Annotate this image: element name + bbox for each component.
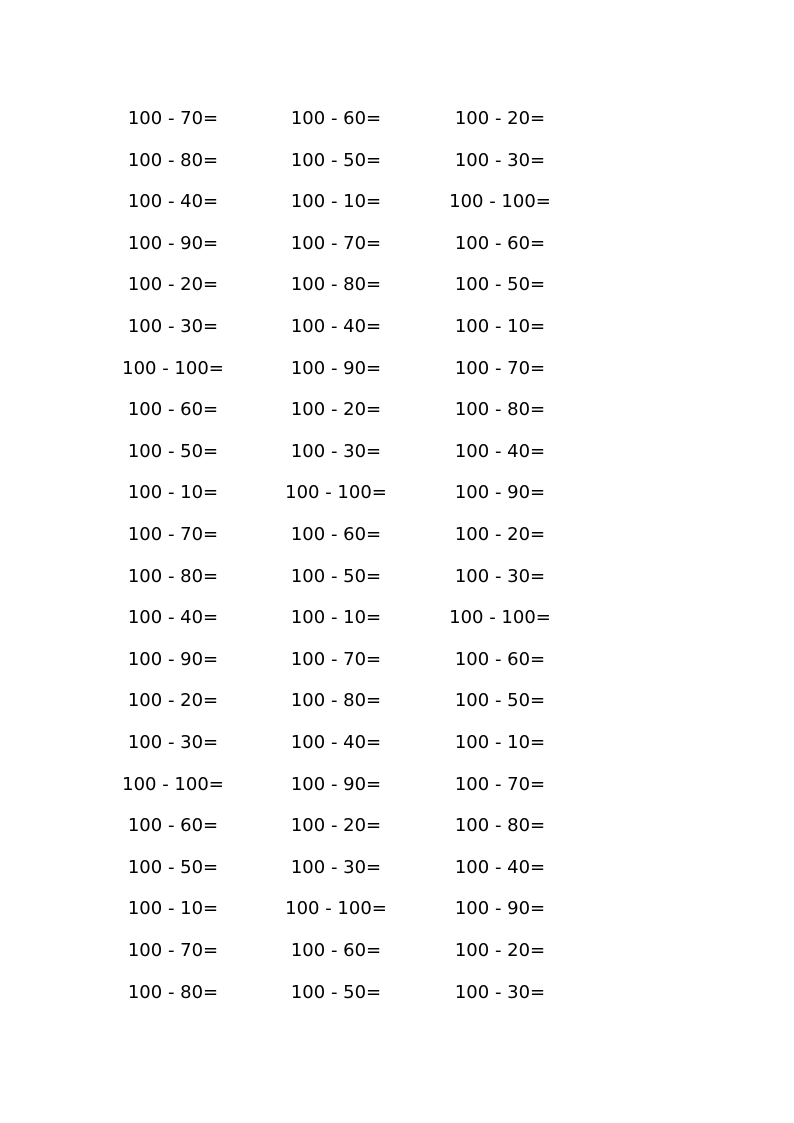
subtraction-problem: 100 - 60= — [454, 648, 546, 670]
subtraction-problem: 100 - 90= — [127, 232, 219, 254]
subtraction-problem: 100 - 50= — [454, 690, 546, 712]
subtraction-problem: 100 - 80= — [127, 149, 219, 171]
subtraction-problem: 100 - 70= — [127, 940, 219, 961]
subtraction-problem: 100 - 90= — [454, 898, 546, 920]
subtraction-problem: 100 - 30= — [290, 856, 382, 878]
subtraction-problem: 100 - 40= — [290, 316, 382, 337]
subtraction-problem: 100 - 70= — [127, 524, 219, 545]
subtraction-problem: 100 - 90= — [127, 648, 219, 670]
subtraction-problem: 100 - 40= — [454, 440, 546, 462]
problem-row — [0, 104, 794, 134]
problem-row — [0, 894, 794, 924]
subtraction-problem: 100 - 20= — [127, 690, 219, 712]
subtraction-problem: 100 - 80= — [127, 565, 219, 587]
subtraction-problem: 100 - 20= — [454, 940, 546, 961]
subtraction-problem: 100 - 50= — [454, 274, 546, 296]
subtraction-problem: 100 - 60= — [290, 524, 382, 545]
subtraction-problem: 100 - 60= — [454, 232, 546, 254]
problem-row — [0, 229, 794, 259]
subtraction-problem: 100 - 50= — [290, 981, 382, 1003]
problem-row — [0, 478, 794, 508]
subtraction-problem: 100 - 100= — [449, 191, 551, 213]
subtraction-problem: 100 - 30= — [290, 440, 382, 462]
subtraction-problem: 100 - 40= — [454, 856, 546, 878]
subtraction-problem: 100 - 10= — [290, 607, 382, 629]
subtraction-problem: 100 - 100= — [449, 607, 551, 629]
subtraction-problem: 100 - 60= — [290, 108, 382, 129]
subtraction-problem: 100 - 50= — [127, 856, 219, 878]
subtraction-problem: 100 - 20= — [454, 524, 546, 545]
subtraction-problem: 100 - 100= — [285, 482, 387, 504]
subtraction-problem: 100 - 70= — [127, 108, 219, 129]
problem-row — [0, 853, 794, 883]
problem-row — [0, 728, 794, 758]
subtraction-problem: 100 - 30= — [454, 981, 546, 1003]
subtraction-problem: 100 - 30= — [127, 316, 219, 337]
subtraction-problem: 100 - 20= — [454, 108, 546, 129]
subtraction-problem: 100 - 90= — [454, 482, 546, 504]
subtraction-problem: 100 - 70= — [454, 357, 546, 379]
problem-row — [0, 645, 794, 675]
subtraction-problem: 100 - 90= — [290, 357, 382, 379]
subtraction-problem: 100 - 60= — [127, 815, 219, 837]
subtraction-problem: 100 - 10= — [454, 732, 546, 753]
subtraction-problem: 100 - 70= — [454, 773, 546, 795]
problem-row — [0, 520, 794, 550]
subtraction-problem: 100 - 70= — [290, 648, 382, 670]
subtraction-problem: 100 - 80= — [127, 981, 219, 1003]
subtraction-problem: 100 - 70= — [290, 232, 382, 254]
subtraction-problem: 100 - 40= — [127, 191, 219, 213]
subtraction-problem: 100 - 60= — [290, 940, 382, 961]
problem-row — [0, 187, 794, 217]
subtraction-problem: 100 - 80= — [454, 815, 546, 837]
subtraction-problem: 100 - 20= — [290, 399, 382, 421]
subtraction-problem: 100 - 60= — [127, 399, 219, 421]
problem-row — [0, 936, 794, 966]
subtraction-problem: 100 - 10= — [127, 482, 219, 504]
subtraction-problem: 100 - 90= — [290, 773, 382, 795]
subtraction-problem: 100 - 50= — [290, 565, 382, 587]
subtraction-problem: 100 - 20= — [290, 815, 382, 837]
problem-row — [0, 312, 794, 342]
subtraction-problem: 100 - 10= — [290, 191, 382, 213]
problem-row — [0, 437, 794, 467]
subtraction-problem: 100 - 30= — [454, 565, 546, 587]
problem-row — [0, 270, 794, 300]
subtraction-problem: 100 - 20= — [127, 274, 219, 296]
subtraction-problem: 100 - 10= — [454, 316, 546, 337]
subtraction-problem: 100 - 30= — [454, 149, 546, 171]
problem-row — [0, 978, 794, 1008]
subtraction-problem: 100 - 80= — [290, 690, 382, 712]
problem-row — [0, 395, 794, 425]
problem-row — [0, 146, 794, 176]
subtraction-problem: 100 - 30= — [127, 732, 219, 753]
subtraction-problem: 100 - 40= — [127, 607, 219, 629]
subtraction-problem: 100 - 50= — [127, 440, 219, 462]
subtraction-problem: 100 - 40= — [290, 732, 382, 753]
subtraction-problem: 100 - 80= — [290, 274, 382, 296]
problem-row — [0, 354, 794, 384]
subtraction-problem: 100 - 80= — [454, 399, 546, 421]
problem-row — [0, 686, 794, 716]
subtraction-problem: 100 - 100= — [122, 773, 224, 795]
problem-row — [0, 562, 794, 592]
problem-row — [0, 811, 794, 841]
problem-row — [0, 603, 794, 633]
subtraction-problem: 100 - 100= — [285, 898, 387, 920]
subtraction-problem: 100 - 10= — [127, 898, 219, 920]
problem-row — [0, 770, 794, 800]
subtraction-problem: 100 - 100= — [122, 357, 224, 379]
subtraction-problem: 100 - 50= — [290, 149, 382, 171]
